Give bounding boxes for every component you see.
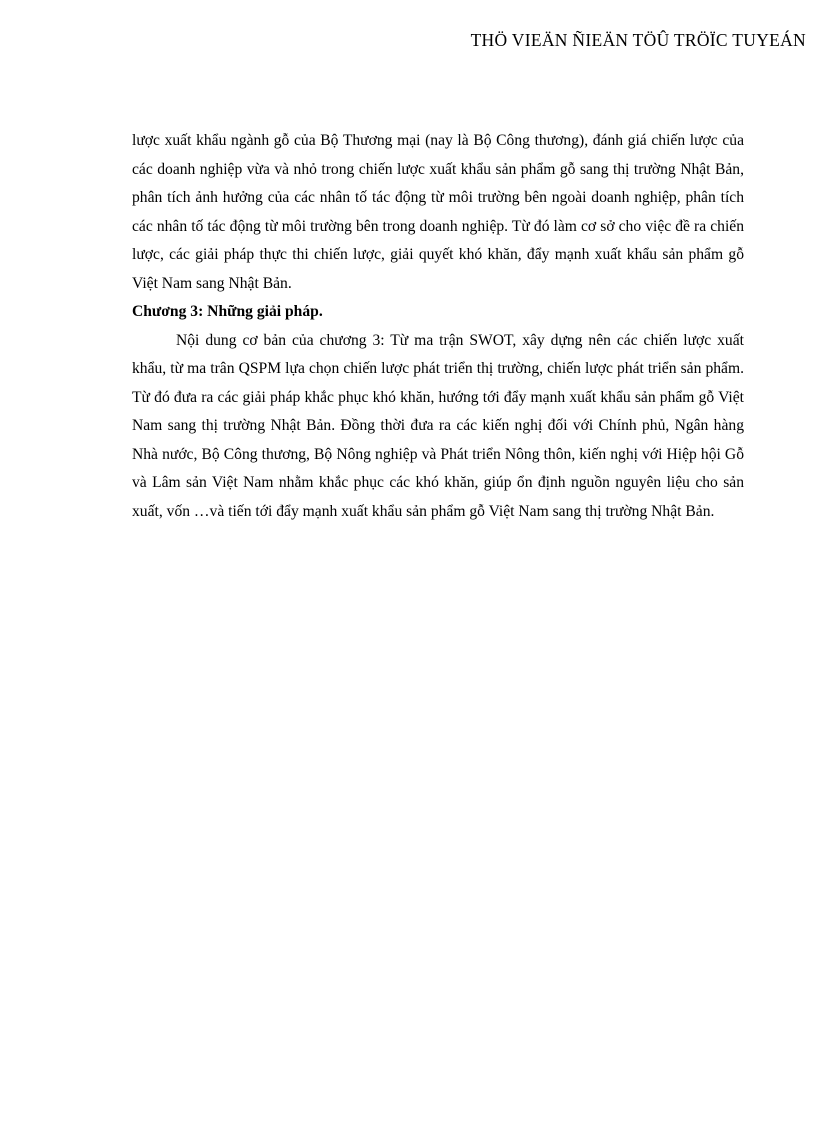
body-paragraph: Nội dung cơ bản của chương 3: Từ ma trận SWOT, xây dựng nên các chiến lược xuất khẩu, từ ma trân QSPM lựa chọn chiến lược phát triển thị trường, chiến lược phát triển sản phẩm. Từ đó đưa ra các giải pháp khắc phục khó khăn, hướng tới đẩy mạnh xuất khẩu sản phẩm gỗ Việt Nam sang thị trường Nhật Bản. Đồng thời đưa ra các kiến nghị đối với Chính phủ, Ngân hàng Nhà nước, Bộ Công thương, Bộ Nông nghiệp và Phát triển Nông thôn, kiến nghị với Hiệp hội Gỗ và Lâm sản Việt Nam nhằm khắc phục các khó khăn, giúp ổn định nguồn nguyên liệu cho sản xuất, vốn …và tiến tới đẩy mạnh xuất khẩu sản phẩm gỗ Việt Nam sang thị trường Nhật Bản. — [132, 331, 744, 520]
chapter-heading: Chương 3: Những giải pháp. — [132, 303, 323, 320]
document-body — [132, 127, 744, 526]
page-header: THÖ VIEÄN ÑIEÄN TÖÛ TRÖÏC TUYEÁN — [470, 30, 806, 50]
body-paragraph: lược xuất khẩu ngành gỗ của Bộ Thương mại (nay là Bộ Công thương), đánh giá chiến lược của các doanh nghiệp vừa và nhỏ trong chiến lược xuất khẩu sản phẩm gỗ sang thị trường Nhật Bản, phân tích ảnh hưởng của các nhân tố tác động từ môi trường bên ngoài doanh nghiệp, phân tích các nhân tố tác động từ môi trường bên trong doanh nghiệp. Từ đó làm cơ sở cho việc đề ra chiến lược, các giải pháp thực thi chiến lược, giải quyết khó khăn, đẩy mạnh xuất khẩu sản phẩm gỗ Việt Nam sang Nhật Bản. — [132, 132, 744, 292]
